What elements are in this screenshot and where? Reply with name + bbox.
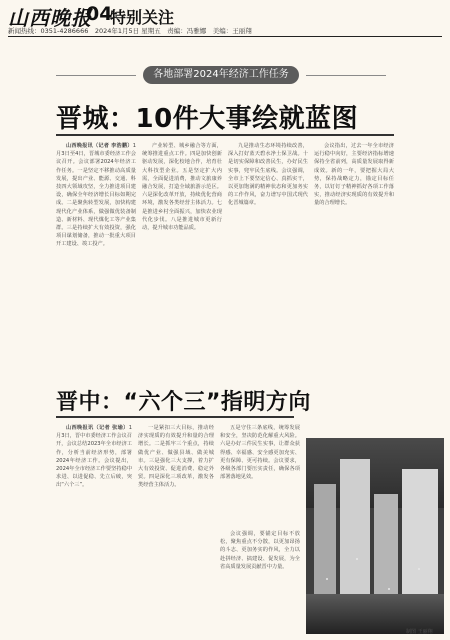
city-night-photo: [306, 438, 444, 634]
article1-column-2: [142, 142, 222, 378]
article2-column-2: [138, 424, 214, 634]
article2-headline: 晋中：“六个三”指明方向: [56, 390, 311, 415]
article1-col4-text: 会议指出，过去一年全市经济运行稳中向好，主要经济指标增速保持全省前列，高质量发展取得新成效。新的一年，要把握大局大势，保持战略定力，锚定目标任务，以钉钉子精神抓好各项工作落实，推动经济实现质的有效提升和量的合理增长。: [314, 143, 394, 207]
article2-column-3: [220, 424, 300, 524]
article2-col2-text: 一是紧扣三大目标，推动经济实现质的有效提升和量的合理增长。二是抓牢三个重点，持续做优产业、做强县域、做美城市。三是强化三大支撑，着力扩大有效投资、促进消费、稳定外贸。四是深化三项改革，激发各类经营主体活力。: [138, 425, 214, 489]
article1-column-4: [314, 142, 394, 378]
article1-column-3: [228, 142, 308, 378]
article1-column-1: [56, 142, 136, 378]
article2-headline-rule: [56, 416, 294, 418]
banner-rule-right: [306, 75, 386, 76]
article1-headline: 晋城：10件大事绘就蓝图: [56, 104, 359, 134]
section-title: 特别关注: [110, 8, 175, 27]
article2-column-1: [56, 424, 132, 634]
masthead: [0, 0, 450, 40]
article1-headline-rule: [56, 134, 394, 136]
photo-credit: 制图 王丽翔: [406, 629, 433, 635]
article2-byline: 山西晚报讯（记者 张瑜）: [66, 425, 129, 431]
newspaper-logo: 山西晚报: [8, 6, 92, 30]
article1-col2-text: 产业转型、城乡融合等方面，统筹推进重点工作。四是加快创新驱动发展，深化校地合作，培育壮大科技型企业。五是坚定扩大内需，全面促进消费，推动文旅康养融合发展，打造全域旅游示范区。六是深化改革开放，持续优化营商环境，激发各类经营主体活力。七是推进乡村全面振兴，加快农业现代化步伐。八是推进城市更新行动，提升城市功能品质。: [142, 143, 222, 232]
banner-rule-left: [56, 75, 136, 76]
topic-banner: 各地部署2024年经济工作任务: [143, 66, 299, 84]
article1-col3-text: 九是推动生态环境持续改善，深入打好蓝天碧水净土保卫战。十是切实保障和改善民生，办好民生实事，兜牢民生底线。会议强调，全市上下要坚定信心、真抓实干，以更加饱满的精神状态和更加务实的工作作风，奋力谱写中国式现代化晋城篇章。: [228, 143, 308, 207]
article2-col1-text: 1月3日，晋中市委经济工作会议召开，会议总结2023年全市经济工作，分析当前经济形势，部署2024年经济工作。会议提出，2024年全市经济工作要坚持稳中求进、以进促稳、先立后破，突出“六个三”。: [56, 425, 132, 489]
article1-byline: 山西晚报讯（记者 李浩鹏）: [66, 143, 133, 149]
article2-col4-text: 会议强调，要锚定目标不放松，聚焦重点不分散，以更加昂扬的斗志、更加务实的作风，全力以赴拼经济、搞建设、促发展，为全省高质量发展贡献晋中力量。: [220, 531, 300, 570]
page-number: 04: [86, 3, 113, 25]
article2-col3-text: 五是守住三条底线，统筹发展和安全，坚决防范化解重大风险。六是办好三件民生实事，让群众获得感、幸福感、安全感更加充实、更有保障、更可持续。会议要求，各级各部门要压实责任，确保各项部署落地见效。: [220, 425, 300, 481]
article2-column-4: [220, 530, 300, 634]
article1-col1-text: 1月3日至4日，晋城市委经济工作会议召开。会议部署2024年经济工作任务。一是坚定不移推动高质量发展，提出产业、能源、交通、科技四大领域攻坚，全力推进项目建设，确保全年经济增长目标如期完成。二是聚焦转型发展，加快构建现代化产业体系，做强做优装备制造、新材料、现代煤化工等产业集群。三是持续扩大有效投资，强化项目谋划储备，推动一批重大项目开工建设、竣工投产。: [56, 143, 136, 248]
header-divider: [8, 36, 442, 37]
hotline-info: 新闻热线：0351-4286666 2024年1月5日 星期五 责编：冯雅娜 美编：王丽翔: [8, 27, 252, 35]
